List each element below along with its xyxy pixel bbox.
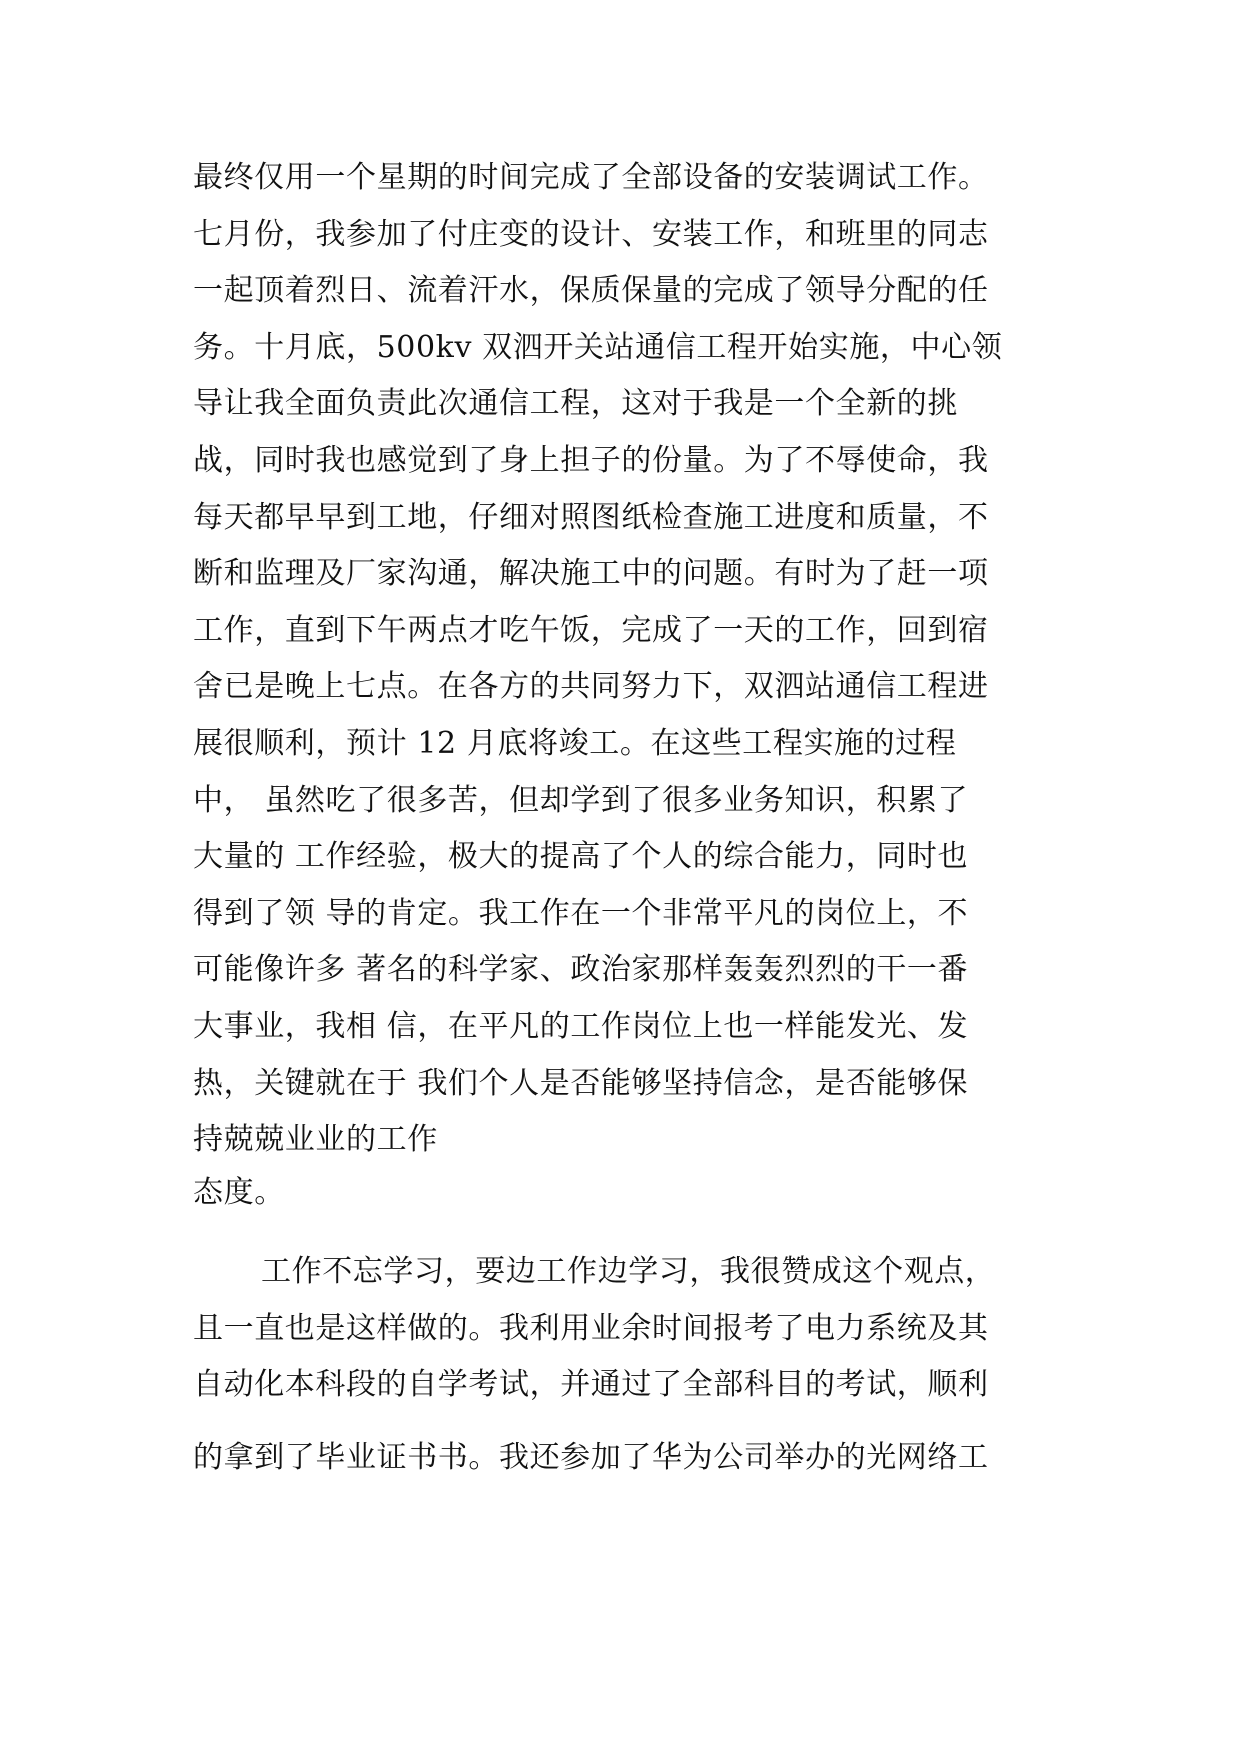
paragraph-line: 大事业，我相 信，在平凡的工作岗位上也一样能发光、发	[193, 1008, 969, 1044]
paragraph-line: 导让我全面负责此次通信工程，这对于我是一个全新的挑	[193, 386, 958, 422]
paragraph-line: 工作不忘学习，要边工作边学习，我很赞成这个观点，	[261, 1254, 996, 1289]
paragraph-line: 中， 虽然吃了很多苦，但却学到了很多业务知识，积累了	[193, 782, 969, 818]
paragraph-line: 态度。	[193, 1175, 285, 1210]
paragraph-1-tail	[193, 1165, 1063, 1222]
paragraph-line: 热，关键就在于 我们个人是否能够坚持信念，是否能够保	[193, 1065, 969, 1101]
paragraph-line: 可能像许多 著名的科学家、政治家那样轰轰烈烈的干一番	[193, 952, 969, 988]
paragraph-1	[193, 150, 1063, 1169]
paragraph-line: 断和监理及厂家沟通，解决施工中的问题。有时为了赶一项	[193, 556, 989, 592]
paragraph-2	[193, 1244, 1063, 1486]
paragraph-line: 每天都早早到工地，仔细对照图纸检查施工进度和质量，不	[193, 499, 989, 535]
paragraph-line: 的拿到了毕业证书书。我还参加了华为公司举办的光网络工	[193, 1439, 989, 1475]
paragraph-line: 最终仅用一个星期的时间完成了全部设备的安装调试工作。	[193, 160, 989, 195]
paragraph-line: 展很顺利，预计 12 月底将竣工。在这些工程实施的过程	[193, 725, 957, 761]
paragraph-line: 持兢兢业业的工作	[193, 1122, 438, 1158]
paragraph-line: 自动化本科段的自学考试，并通过了全部科目的考试，顺利	[193, 1367, 989, 1403]
paragraph-line: 战，同时我也感觉到了身上担子的份量。为了不辱使命，我	[193, 442, 989, 478]
paragraph-line: 舍已是晚上七点。在各方的共同努力下，双泗站通信工程进	[193, 669, 989, 705]
paragraph-line: 七月份，我参加了付庄变的设计、安装工作，和班里的同志	[193, 216, 989, 252]
paragraph-line: 工作，直到下午两点才吃午饭，完成了一天的工作，回到宿	[193, 612, 989, 648]
paragraph-line: 得到了领 导的肯定。我工作在一个非常平凡的岗位上，不	[193, 895, 969, 931]
paragraph-line: 且一直也是这样做的。我利用业余时间报考了电力系统及其	[193, 1310, 989, 1346]
paragraph-line: 务。十月底，500kv 双泗开关站通信工程开始实施，中心领	[193, 329, 1003, 365]
paragraph-line: 一起顶着烈日、流着汗水，保质保量的完成了领导分配的任	[193, 273, 989, 309]
paragraph-line: 大量的 工作经验，极大的提高了个人的综合能力，同时也	[193, 839, 969, 875]
